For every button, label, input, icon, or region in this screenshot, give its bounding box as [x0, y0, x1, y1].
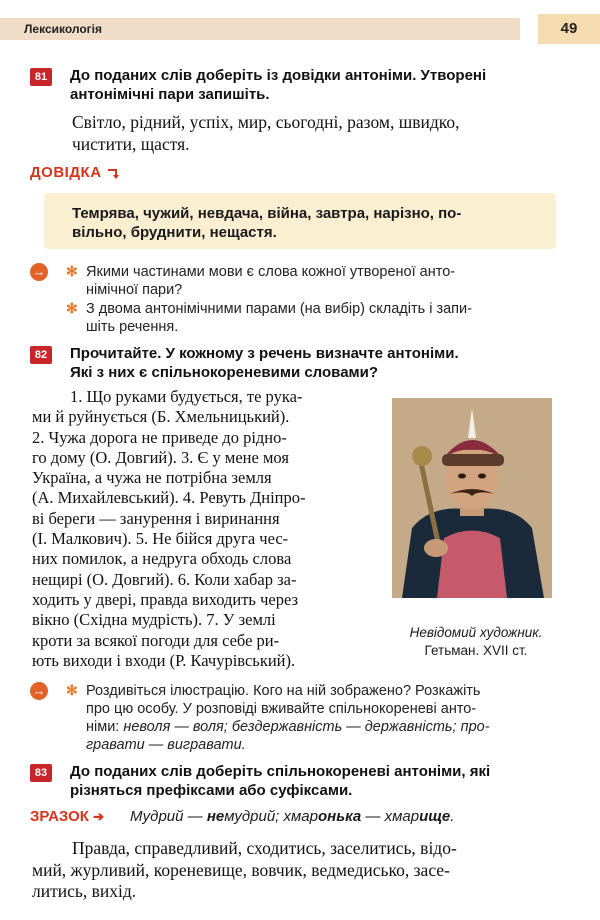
question-line: Якими частинами мови є слова кожної утвореної анто- — [86, 264, 456, 280]
image-caption — [386, 624, 566, 660]
sentence-line: (А. Михайлевський). 4. Ревуть Дніпро- — [32, 488, 306, 508]
sample-example — [130, 808, 454, 825]
sentence-line: (І. Малкович). 5. Не бійся друга чес- — [32, 529, 289, 549]
task-instruction-line: антонімічні пари запишіть. — [70, 86, 270, 103]
word-list-line: чистити, щастя. — [72, 133, 190, 154]
caption-line: Невідомий художник. — [409, 625, 543, 640]
question-line: німічної пари? — [86, 282, 183, 298]
sentences-text — [32, 387, 382, 671]
asterisk-icon: ✻ — [66, 300, 78, 316]
question-item — [86, 682, 570, 754]
sentence-line: нещирі (О. Довгий). 6. Коли хабар за- — [32, 569, 297, 589]
question-item — [86, 300, 566, 336]
sentence-line: ми й руйнується (Б. Хмельницький). — [32, 407, 290, 427]
sample-prefix: не — [206, 808, 225, 825]
question-text: німи: — [86, 719, 124, 735]
task-instruction — [70, 762, 570, 800]
caption-line: Гетьман. XVII ст. — [424, 643, 528, 658]
sample-label-text: ЗРАЗОК — [30, 808, 89, 825]
task-number-badge: 82 — [30, 346, 52, 364]
task-number-badge: 83 — [30, 764, 52, 782]
word-list-line: литись, вихід. — [32, 881, 137, 901]
question-line: Роздивіться ілюстрацію. Кого на ній зображено? Розкажіть — [86, 683, 481, 699]
question-line: шіть речення. — [86, 319, 179, 335]
page-number: 49 — [538, 14, 600, 44]
reference-line: Темрява, чужий, невдача, війна, завтра, нарізно, по- — [72, 205, 462, 222]
sample-part: . — [450, 808, 455, 825]
question-line — [86, 718, 570, 736]
task-instruction-line: До поданих слів доберіть спільнокореневі антоніми, які — [70, 763, 491, 780]
word-list-line: Світло, рідний, успіх, мир, сьогодні, разом, швидко, — [72, 112, 460, 132]
sentence-line: ві береги — занурення і виринання — [32, 508, 280, 528]
asterisk-icon: ✻ — [66, 263, 78, 279]
task-instruction-line: Прочитайте. У кожному з речень визначте антоніми. — [70, 345, 459, 362]
reference-line: вільно, бруднити, нещастя. — [72, 224, 277, 241]
reference-label-text: ДОВІДКА — [30, 164, 102, 181]
sample-suffix: ище — [419, 808, 451, 825]
question-line: З двома антонімічними парами (на вибір) складіть і запи- — [86, 301, 472, 317]
task-instruction-line: До поданих слів доберіть із довідки антоніми. Утворені — [70, 67, 487, 84]
task-instruction — [70, 344, 570, 382]
word-list-line: Правда, справедливий, сходитись, заселитись, відо- — [72, 838, 457, 858]
arrow-down-icon — [106, 166, 120, 180]
reference-text — [72, 204, 542, 242]
question-item — [86, 263, 566, 299]
arrow-right-icon: → — [30, 263, 48, 281]
sentence-line: го дому (О. Довгий). 3. Є у мене моя — [32, 447, 289, 467]
word-list — [72, 112, 572, 155]
task-instruction — [70, 66, 570, 104]
sentence-line: ходить у двері, правда виходить через — [32, 589, 298, 609]
word-list-line: мий, журливий, кореневище, вовчик, ведмедисько, засе- — [32, 859, 450, 880]
sentence-line: ють виходи і входи (Р. Качурівський). — [32, 650, 296, 670]
task-instruction-line: різняться префіксами або суфіксами. — [70, 782, 353, 799]
task-instruction-line: Які з них є спільнокореневими словами? — [70, 364, 379, 381]
sentence-line: 1. Що руками будується, те рука- — [70, 387, 303, 406]
sentence-line: них помилок, а недруга обходь слова — [32, 549, 292, 569]
asterisk-icon: ✻ — [66, 682, 78, 698]
sentence-line: 2. Чужа дорога не приведе до рідно- — [32, 427, 287, 447]
question-examples: неволя — воля; бездержавність — державність; про- — [123, 719, 490, 735]
sample-part: Мудрий — — [130, 808, 207, 825]
sentence-line: вікно (Східна мудрість). 7. У землі — [32, 610, 276, 630]
page-header — [0, 0, 600, 42]
sample-part: мудрий; хмар — [224, 808, 318, 825]
section-title: Лексикологія — [24, 22, 102, 36]
hetman-portrait-image — [392, 398, 552, 598]
sentence-line: кроти за всякої погоди для себе ри- — [32, 630, 280, 650]
task-number-badge: 81 — [30, 68, 52, 86]
sample-suffix: онька — [317, 808, 362, 825]
sentence-line: Україна, а чужа не потрібна земля — [32, 468, 272, 488]
sample-part: — хмар — [361, 808, 420, 825]
arrow-right-icon: ➔ — [93, 809, 105, 824]
sample-label — [30, 808, 104, 825]
arrow-right-icon: → — [30, 682, 48, 700]
question-line: про цю особу. У розповіді вживайте спільнокореневі анто- — [86, 701, 477, 717]
question-examples: гравати — вигравати. — [86, 737, 246, 753]
word-list — [32, 838, 572, 903]
reference-label — [30, 164, 120, 181]
